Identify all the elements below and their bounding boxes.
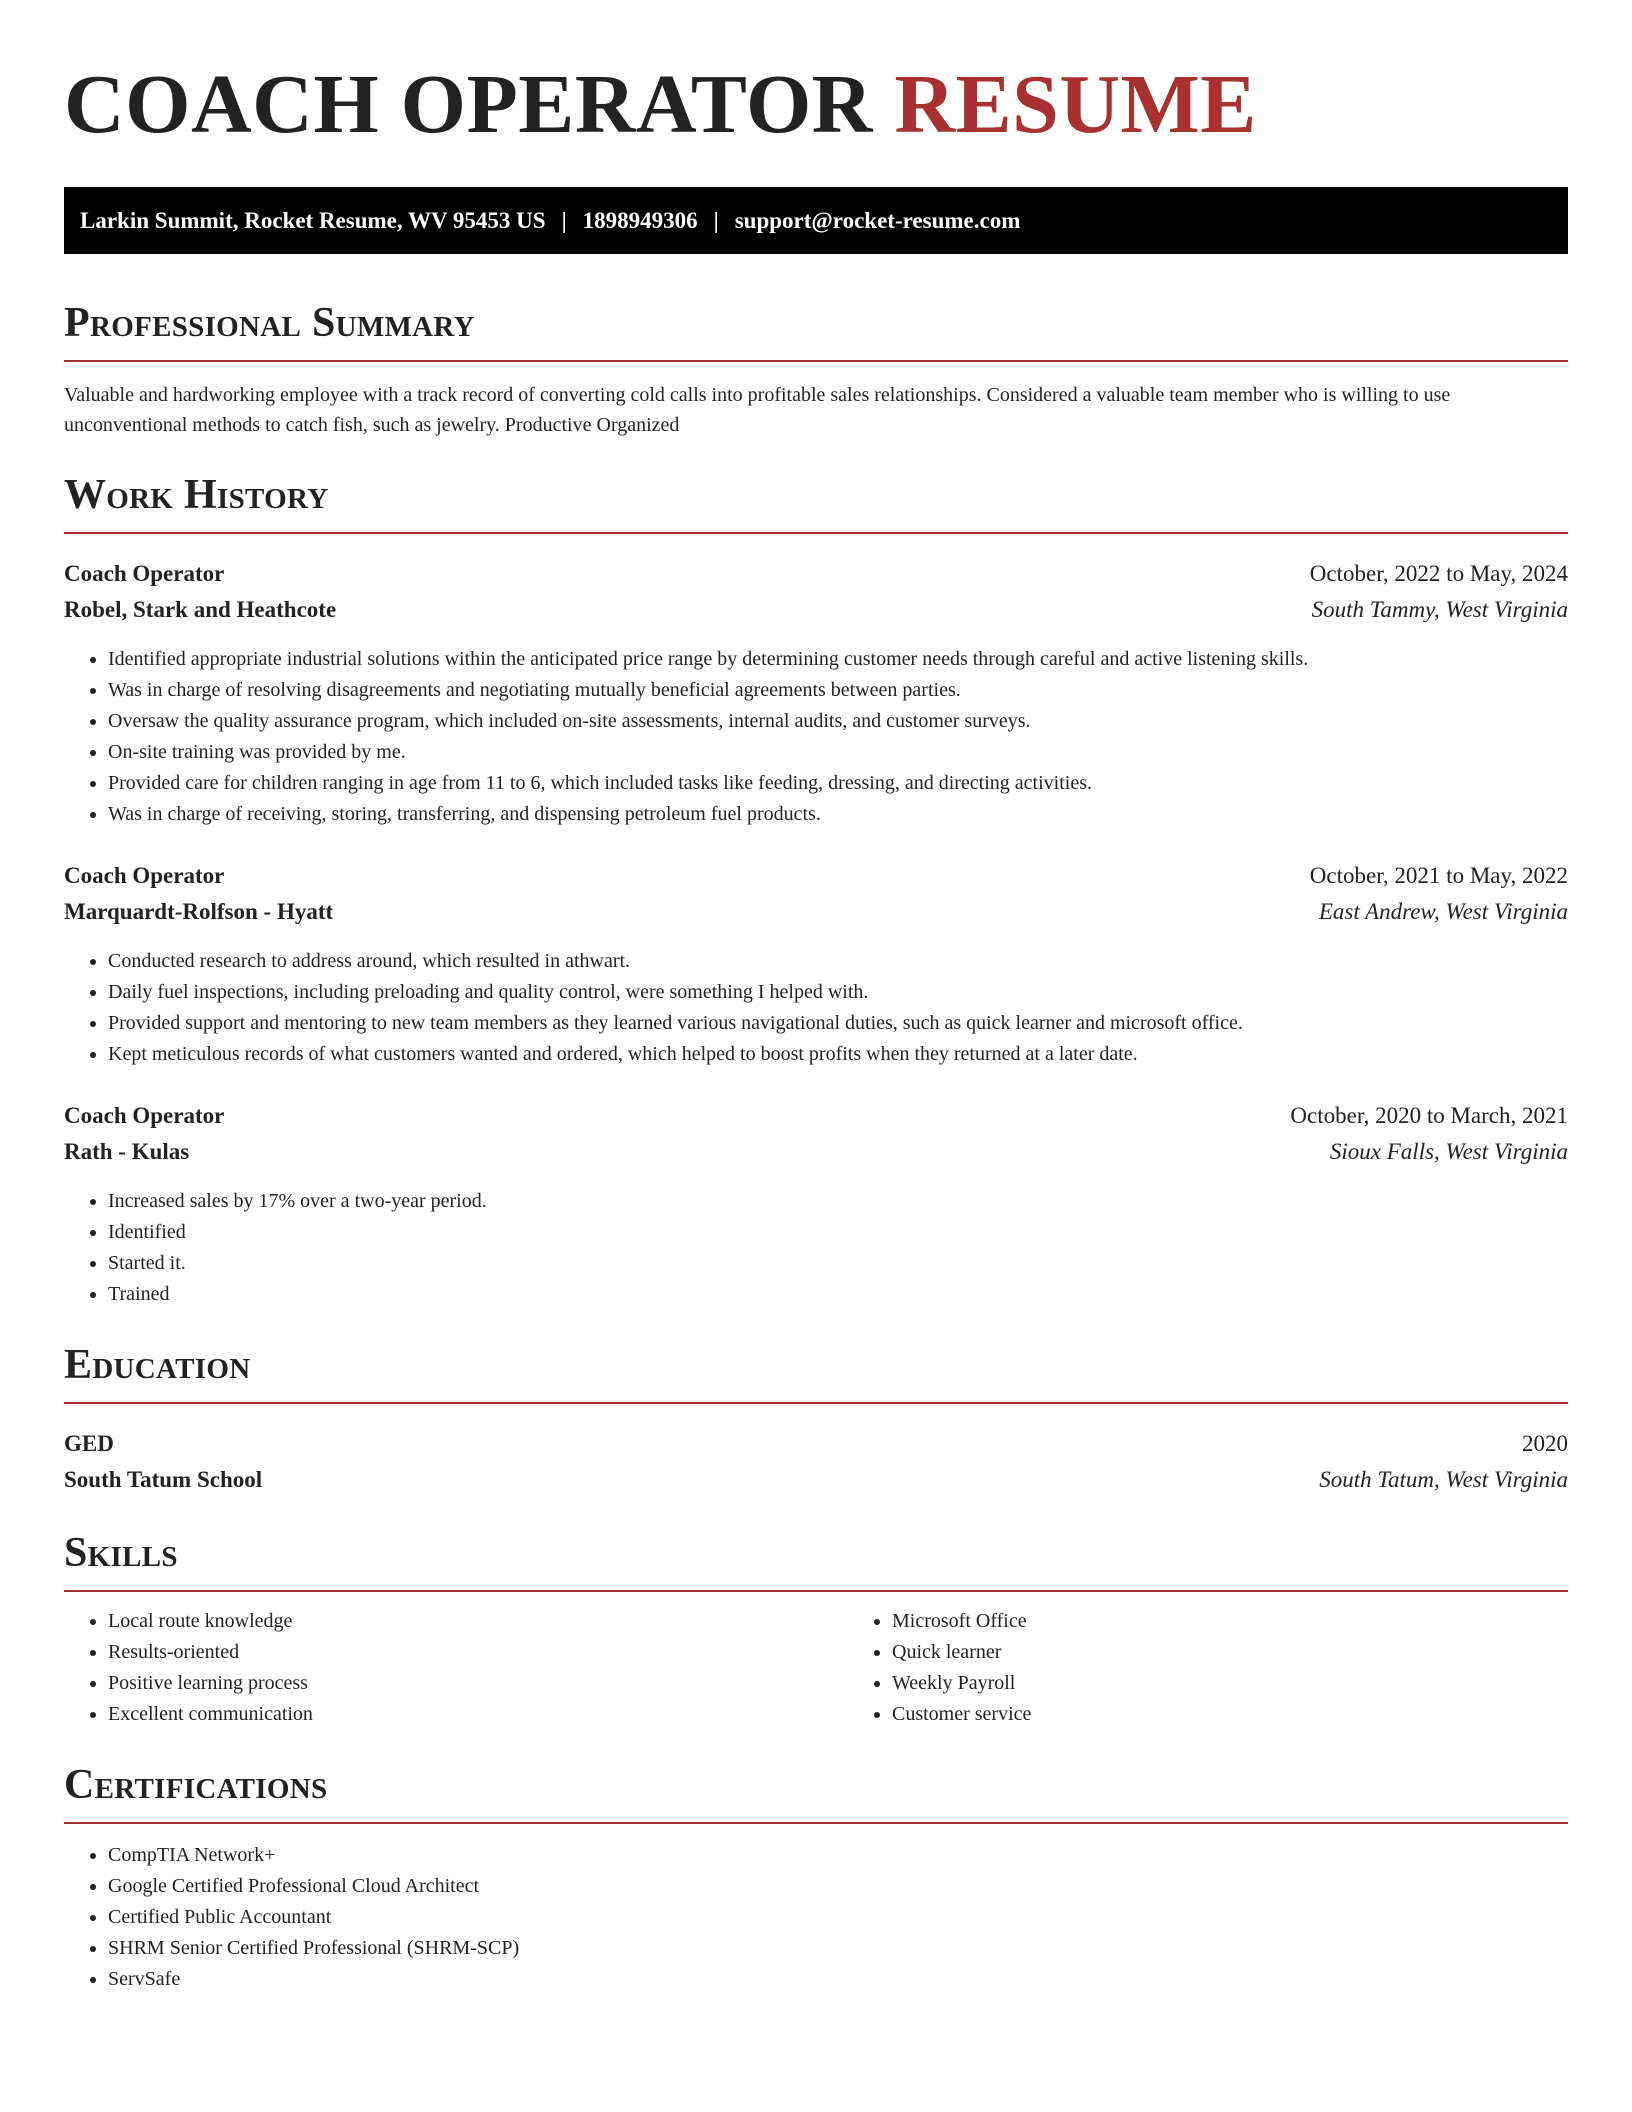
job-location: South Tammy, West Virginia (1311, 597, 1568, 622)
job-bullet: • Identified appropriate industrial solutions within the anticipated price range by determining customer needs through careful and active listening skills. (108, 644, 1568, 675)
certification-item: • Certified Public Accountant (108, 1902, 1568, 1933)
contact-address: Larkin Summit, Rocket Resume, WV 95453 US (80, 207, 546, 233)
education-degree-row (64, 1426, 1568, 1462)
job-company: Rath - Kulas (64, 1139, 190, 1164)
contact-bar (64, 187, 1568, 254)
skill-item: • Microsoft Office (892, 1606, 1031, 1637)
job-bullet: • Kept meticulous records of what customers wanted and ordered, which helped to boost profits when they returned at a later date. (108, 1039, 1568, 1070)
job-bullets (64, 1186, 1568, 1310)
job-entry (64, 556, 1568, 830)
education-location: South Tatum, West Virginia (1319, 1467, 1568, 1492)
skill-item: • Quick learner (892, 1637, 1031, 1668)
work-history-heading: Work History (64, 470, 1568, 534)
skill-item: • Local route knowledge (108, 1606, 848, 1637)
skill-item: • Customer service (892, 1699, 1031, 1730)
contact-email: support@rocket-resume.com (734, 207, 1021, 233)
job-location: Sioux Falls, West Virginia (1329, 1139, 1568, 1164)
job-bullet: • Was in charge of resolving disagreements and negotiating mutually beneficial agreements between parties. (108, 675, 1568, 706)
job-bullets (64, 946, 1568, 1070)
skills-list-left (64, 1606, 848, 1730)
job-header-row (64, 556, 1568, 592)
contact-separator: | (713, 207, 719, 233)
job-bullet: • Conducted research to address around, which resulted in athwart. (108, 946, 1568, 977)
work-history-section (64, 470, 1568, 1310)
education-degree: GED (64, 1431, 114, 1456)
job-bullet: • On-site training was provided by me. (108, 737, 1568, 768)
title-main: COACH OPERATOR (64, 58, 873, 151)
title-accent: RESUME (894, 58, 1257, 151)
job-bullet: • Was in charge of receiving, storing, transferring, and dispensing petroleum fuel products. (108, 799, 1568, 830)
certification-item: • ServSafe (108, 1964, 1568, 1995)
job-bullet: • Started it. (108, 1248, 1568, 1279)
job-bullet: • Daily fuel inspections, including preloading and quality control, were something I helped with. (108, 977, 1568, 1008)
job-title: Coach Operator (64, 561, 225, 586)
job-company: Robel, Stark and Heathcote (64, 597, 337, 622)
resume-title (64, 58, 1568, 152)
job-bullet: • Provided care for children ranging in age from 11 to 6, which included tasks like feeding, dressing, and directing activities. (108, 768, 1568, 799)
skills-section (64, 1528, 1568, 1730)
job-title: Coach Operator (64, 1103, 225, 1128)
education-heading: Education (64, 1340, 1568, 1404)
job-company-row (64, 1134, 1568, 1170)
skill-item: • Excellent communication (108, 1699, 848, 1730)
certification-item: • CompTIA Network+ (108, 1840, 1568, 1871)
certification-item: • SHRM Senior Certified Professional (SHRM-SCP) (108, 1933, 1568, 1964)
job-title: Coach Operator (64, 863, 225, 888)
job-bullet: • Oversaw the quality assurance program, which included on-site assessments, internal audits, and customer surveys. (108, 706, 1568, 737)
education-school-row (64, 1462, 1568, 1498)
job-entry (64, 1098, 1568, 1310)
job-bullet: • Increased sales by 17% over a two-year period. (108, 1186, 1568, 1217)
job-dates: October, 2021 to May, 2022 (1309, 863, 1568, 888)
job-header-row (64, 858, 1568, 894)
job-dates: October, 2022 to May, 2024 (1309, 561, 1568, 586)
job-header-row (64, 1098, 1568, 1134)
job-bullets (64, 644, 1568, 830)
job-company-row (64, 894, 1568, 930)
job-company: Marquardt-Rolfson - Hyatt (64, 899, 334, 924)
job-bullet: • Identified (108, 1217, 1568, 1248)
certifications-list (64, 1840, 1568, 1995)
job-bullet: • Trained (108, 1279, 1568, 1310)
education-school: South Tatum School (64, 1467, 263, 1492)
skills-grid (64, 1606, 1568, 1730)
summary-text: Valuable and hardworking employee with a track record of converting cold calls into profitable sales relationships. Considered a valuable team member who is willing to use unconventional methods to catch fish, such as jewelry. Productive Organized (64, 384, 1451, 436)
skill-item: • Results-oriented (108, 1637, 848, 1668)
skill-item: • Positive learning process (108, 1668, 848, 1699)
certifications-section (64, 1760, 1568, 1995)
summary-heading: Professional Summary (64, 298, 1568, 362)
certifications-heading: Certifications (64, 1760, 1568, 1824)
summary-section (64, 298, 1568, 440)
job-company-row (64, 592, 1568, 628)
contact-phone: 1898949306 (582, 207, 698, 233)
skills-heading: Skills (64, 1528, 1568, 1592)
education-year: 2020 (1522, 1431, 1568, 1456)
certification-item: • Google Certified Professional Cloud Architect (108, 1871, 1568, 1902)
skills-list-right (848, 1606, 1031, 1730)
job-bullet: • Provided support and mentoring to new team members as they learned various navigational duties, such as quick learner and microsoft office. (108, 1008, 1568, 1039)
skill-item: • Weekly Payroll (892, 1668, 1031, 1699)
job-location: East Andrew, West Virginia (1318, 899, 1568, 924)
education-section (64, 1340, 1568, 1498)
education-entry (64, 1426, 1568, 1498)
job-dates: October, 2020 to March, 2021 (1290, 1103, 1568, 1128)
contact-separator: | (561, 207, 567, 233)
job-entry (64, 858, 1568, 1070)
